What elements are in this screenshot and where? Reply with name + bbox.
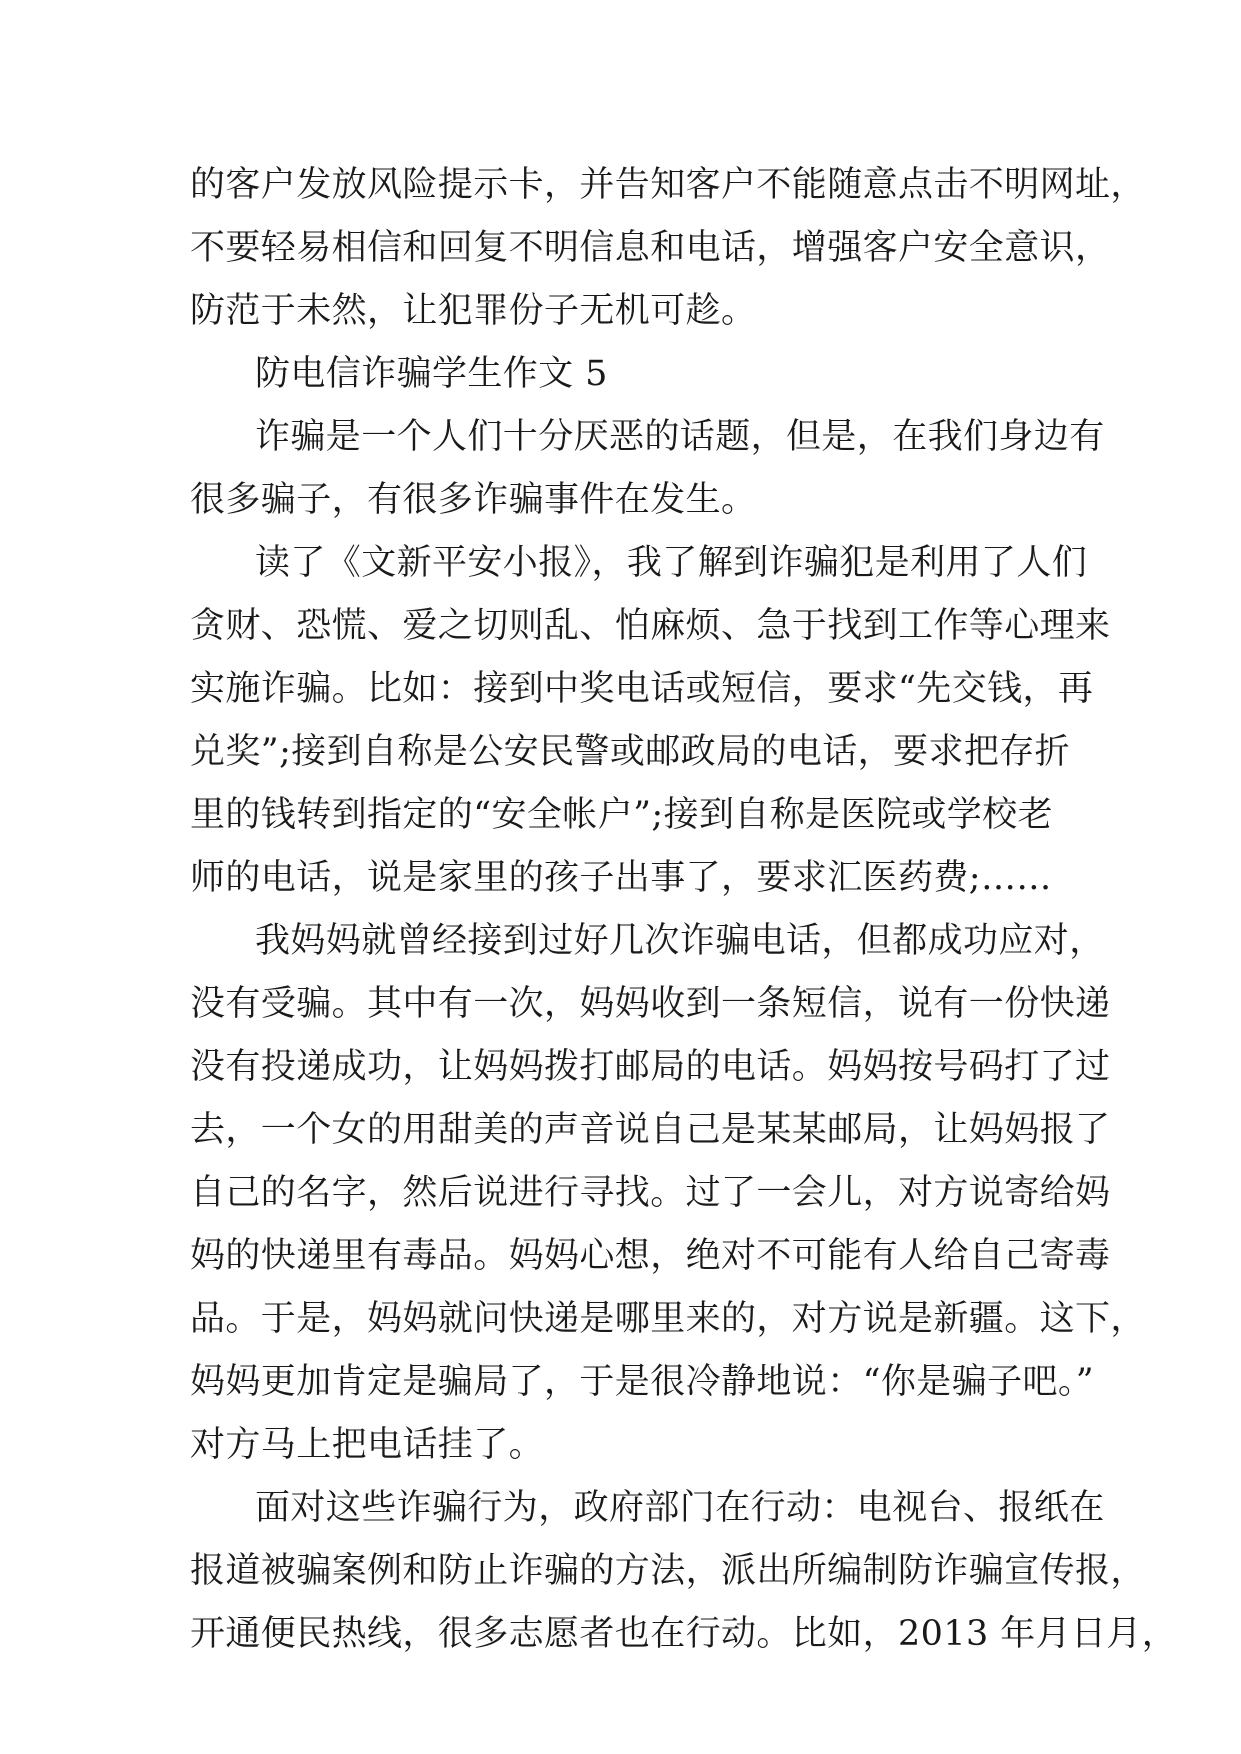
text-line: 实施诈骗。比如：接到中奖电话或短信，要求“先交钱，再 <box>190 669 1094 709</box>
text-line: 贪财、恐慌、爱之切则乱、怕麻烦、急于找到工作等心理来 <box>190 606 1111 646</box>
text-line: 里的钱转到指定的“安全帐户”;接到自称是医院或学校老 <box>190 795 1053 835</box>
text-line: 兑奖”;接到自称是公安民警或邮政局的电话，要求把存折 <box>190 732 1071 772</box>
text-line: 读了《文新平安小报》，我了解到诈骗犯是利用了人们 <box>255 543 1088 583</box>
text-line: 妈的快递里有毒品。妈妈心想，绝对不可能有人给自己寄毒 <box>190 1236 1111 1276</box>
text-line: 不要轻易相信和回复不明信息和电话，增强客户安全意识， <box>190 228 1111 268</box>
text-line: 开通便民热线，很多志愿者也在行动。比如，2013 年月日月， <box>190 1614 1178 1654</box>
text-line: 没有受骗。其中有一次，妈妈收到一条短信，说有一份快递 <box>190 984 1111 1024</box>
text-line: 我妈妈就曾经接到过好几次诈骗电话，但都成功应对， <box>255 921 1105 961</box>
text-line: 很多骗子，有很多诈骗事件在发生。 <box>190 480 757 520</box>
text-line: 对方马上把电话挂了。 <box>190 1425 545 1465</box>
text-line: 师的电话，说是家里的孩子出事了，要求汇医药费;…… <box>190 858 1052 898</box>
text-line: 面对这些诈骗行为，政府部门在行动：电视台、报纸在 <box>255 1488 1105 1528</box>
text-line: 没有投递成功，让妈妈拨打邮局的电话。妈妈按号码打了过 <box>190 1047 1111 1087</box>
text-line: 妈妈更加肯定是骗局了，于是很冷静地说：“你是骗子吧。” <box>190 1362 1095 1402</box>
text-line: 品。于是，妈妈就问快递是哪里来的，对方说是新疆。这下， <box>190 1299 1146 1339</box>
text-line: 去，一个女的用甜美的声音说自己是某某邮局，让妈妈报了 <box>190 1110 1111 1150</box>
text-line: 自己的名字，然后说进行寻找。过了一会儿，对方说寄给妈 <box>190 1173 1111 1213</box>
section-heading: 防电信诈骗学生作文 5 <box>255 354 608 394</box>
text-line: 诈骗是一个人们十分厌恶的话题，但是，在我们身边有 <box>255 417 1105 457</box>
text-line: 报道被骗案例和防止诈骗的方法，派出所编制防诈骗宣传报， <box>190 1551 1146 1591</box>
text-line: 的客户发放风险提示卡，并告知客户不能随意点击不明网址， <box>190 165 1146 205</box>
text-line: 防范于未然，让犯罪份子无机可趁。 <box>190 291 757 331</box>
